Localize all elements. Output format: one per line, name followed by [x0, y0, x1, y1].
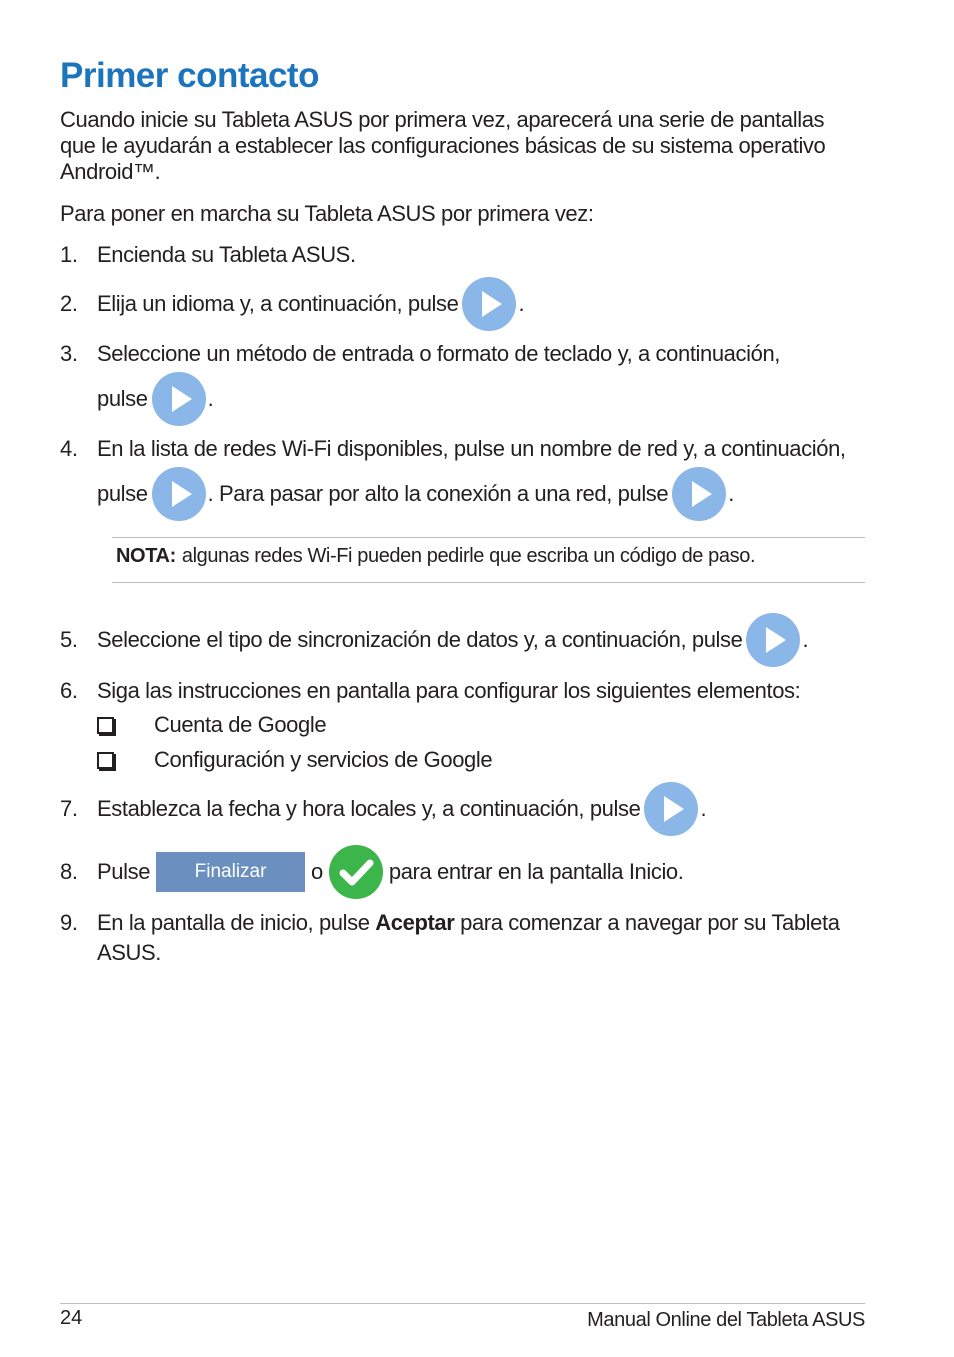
step-number: 2.: [60, 291, 78, 316]
step-text: . Para pasar por alto la conexión a una red, pulse: [207, 481, 669, 506]
step-text: pulse: [97, 386, 148, 411]
step-end: .: [728, 481, 734, 506]
step-9-continuation: [97, 940, 161, 966]
step-8: [60, 845, 683, 899]
done-button[interactable]: [329, 845, 383, 899]
step-number: 7.: [60, 796, 78, 821]
intro-instruction: Para poner en marcha su Tableta ASUS por primera vez:: [60, 201, 594, 226]
accept-label: Aceptar: [375, 910, 455, 935]
intro-line: Android™.: [60, 159, 161, 184]
next-button[interactable]: [746, 613, 800, 667]
step-text: Elija un idioma y, a continuación, pulse: [97, 291, 459, 316]
step-1: [60, 241, 356, 269]
list-item-text: Configuración y servicios de Google: [154, 747, 493, 772]
next-button[interactable]: [462, 277, 516, 331]
play-arrow-icon: [644, 782, 698, 836]
step-text: Seleccione un método de entrada o formato de teclado y, a continuación,: [97, 341, 780, 366]
step-6: [60, 677, 800, 705]
intro-paragraph: [60, 107, 880, 185]
step-text: En la pantalla de inicio, pulse: [97, 910, 376, 935]
footer-title: Manual Online del Tableta ASUS: [587, 1309, 865, 1331]
step-text: Encienda su Tableta ASUS.: [97, 242, 356, 267]
step-end: .: [802, 627, 809, 652]
step-text-end: para entrar en la pantalla Inicio.: [388, 859, 684, 884]
note-bottom-rule: [112, 582, 865, 583]
note-label: NOTA:: [116, 545, 176, 567]
step-text: Establezca la fecha y hora locales y, a continuación, pulse: [97, 796, 641, 821]
note: [116, 545, 755, 568]
step-number: 1.: [60, 242, 78, 267]
step-number: 3.: [60, 341, 78, 366]
step-text: ASUS.: [97, 940, 162, 965]
step-text: para comenzar a navegar por su Tableta: [454, 910, 840, 935]
next-button[interactable]: [644, 782, 698, 836]
note-text: algunas redes Wi-Fi pueden pedirle que escriba un código de paso.: [181, 545, 756, 567]
step-end: .: [700, 796, 707, 821]
step-3-continuation: [97, 372, 213, 426]
step-number: 8.: [60, 859, 78, 884]
step-number: 4.: [60, 436, 78, 461]
step-3: [60, 340, 780, 368]
footer-rule: [60, 1303, 865, 1304]
play-arrow-icon: [152, 372, 206, 426]
step-or: o: [311, 859, 323, 884]
next-button[interactable]: [152, 372, 206, 426]
note-top-rule: [112, 537, 865, 538]
checkbox-bullet-icon: [97, 717, 114, 734]
play-arrow-icon: [672, 467, 726, 521]
step-end: .: [207, 386, 214, 411]
next-button[interactable]: [152, 467, 206, 521]
step-2: [60, 277, 524, 331]
finish-button[interactable]: Finalizar: [156, 852, 305, 892]
step-4: [60, 435, 846, 463]
step-text: Seleccione el tipo de sincronización de datos y, a continuación, pulse: [97, 627, 743, 652]
step-7: [60, 782, 706, 836]
step-text: pulse: [97, 481, 148, 506]
list-item: [97, 747, 492, 773]
intro-line: Cuando inicie su Tableta ASUS por primera vez, aparecerá una serie de pantallas: [60, 107, 825, 132]
step-end: .: [518, 291, 525, 316]
page-number: 24: [60, 1307, 83, 1329]
step-number: 5.: [60, 627, 78, 652]
skip-next-button[interactable]: [672, 467, 726, 521]
step-4-continuation: [97, 467, 734, 521]
step-5: [60, 613, 808, 667]
checkbox-bullet-icon: [97, 752, 114, 769]
intro-line: que le ayudarán a establecer las configuraciones básicas de su sistema operativo: [60, 133, 826, 158]
play-arrow-icon: [462, 277, 516, 331]
step-number: 6.: [60, 678, 78, 703]
check-icon: [329, 845, 383, 899]
step-number: 9.: [60, 910, 78, 935]
step-text: Pulse: [97, 859, 151, 884]
page-title: Primer contacto: [60, 56, 319, 95]
list-item: [97, 712, 326, 738]
step-9: [60, 909, 840, 937]
list-item-text: Cuenta de Google: [154, 712, 327, 737]
step-text: En la lista de redes Wi-Fi disponibles, pulse un nombre de red y, a continuación,: [97, 436, 846, 461]
play-arrow-icon: [746, 613, 800, 667]
play-arrow-icon: [152, 467, 206, 521]
step-text: Siga las instrucciones en pantalla para configurar los siguientes elementos:: [97, 678, 801, 703]
